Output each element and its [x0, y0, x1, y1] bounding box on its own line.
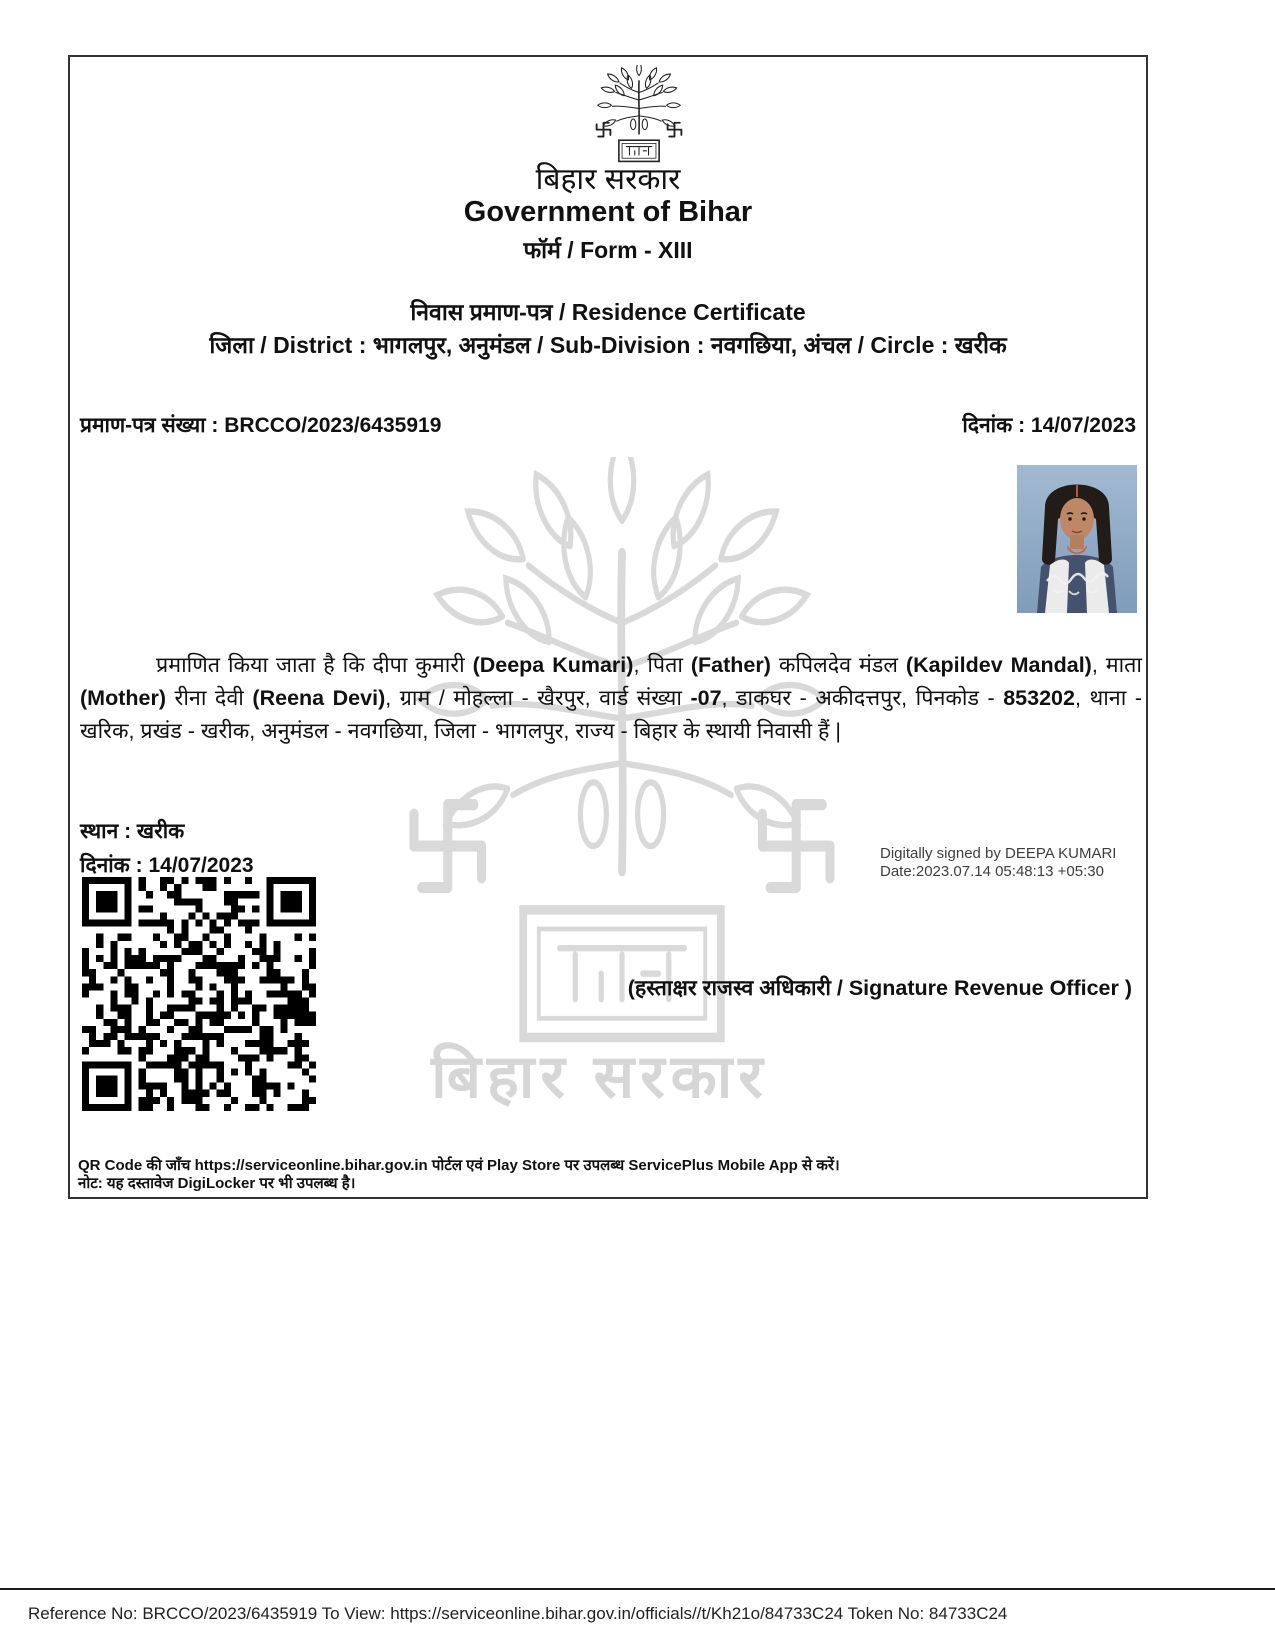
digital-signature-block	[880, 845, 1200, 880]
government-title-hindi: बिहार सरकार	[535, 163, 681, 196]
qr-note-line1: QR Code की जाँच https://serviceonline.bihar.gov.in पोर्टल एवं Play Store पर उपलब्ध ServicePlus Mobile App से करें।	[78, 1157, 840, 1174]
digital-signature-line2: Date:2023.07.14 05:48:13 +05:30	[880, 862, 1104, 880]
signature-officer-line: (हस्ताक्षर राजस्व अधिकारी / Signature Revenue Officer )	[627, 976, 1132, 1000]
certificate-title: निवास प्रमाण-पत्र / Residence Certificate	[410, 299, 806, 325]
government-title-english: Government of Bihar	[463, 196, 753, 228]
certificate-frame	[68, 55, 1148, 1199]
bihar-government-emblem-icon	[586, 65, 692, 163]
watermark-text: बिहार सरकार	[431, 1043, 769, 1110]
meta-row	[80, 411, 1136, 439]
jurisdiction-line: जिला / District : भागलपुर, अनुमंडल / Sub-Division : नवगछिया, अंचल / Circle : खरीक	[209, 332, 1007, 358]
digital-signature-line1: Digitally signed by DEEPA KUMARI	[880, 845, 1117, 862]
qr-note-line2: नोट: यह दस्तावेज DigiLocker पर भी उपलब्ध है।	[78, 1175, 356, 1192]
certificate-body-text: प्रमाणित किया जाता है कि दीपा कुमारी (Deepa Kumari), पिता (Father) कपिलदेव मंडल (Kapildev Mandal), माता (Mother) रीना देवी (Reena Devi), ग्राम / मोहल्ला - खैरपुर, वार्ड संख्या -07, डाकघर - अकीदत्तपुर, पिनकोड - 853202, थाना - खरिक, प्रखंड - खरीक, अनुमंडल - नवगछिया, जिला - भागलपुर, राज्य - बिहार के स्थायी निवासी हैं |	[80, 653, 1142, 743]
footer-reference-line: Reference No: BRCCO/2023/6435919 To View: https://serviceonline.bihar.gov.in/officials//t/Kh21o/84733C24 Token No: 84733C24	[28, 1604, 1008, 1623]
issue-date: दिनांक : 14/07/2023	[962, 414, 1136, 437]
bihar-emblem-watermark-icon	[362, 457, 882, 1047]
certificate-number: प्रमाण-पत्र संख्या : BRCCO/2023/6435919	[80, 414, 442, 437]
applicant-photo	[1017, 465, 1137, 613]
qr-notes	[78, 1157, 978, 1193]
footer-divider	[0, 1588, 1275, 1590]
qr-code	[82, 877, 316, 1111]
signoff-date-line: दिनांक : 14/07/2023	[80, 854, 254, 877]
form-number-title: फॉर्म / Form - XIII	[523, 237, 693, 263]
place-line: स्थान : खरीक	[80, 820, 185, 843]
